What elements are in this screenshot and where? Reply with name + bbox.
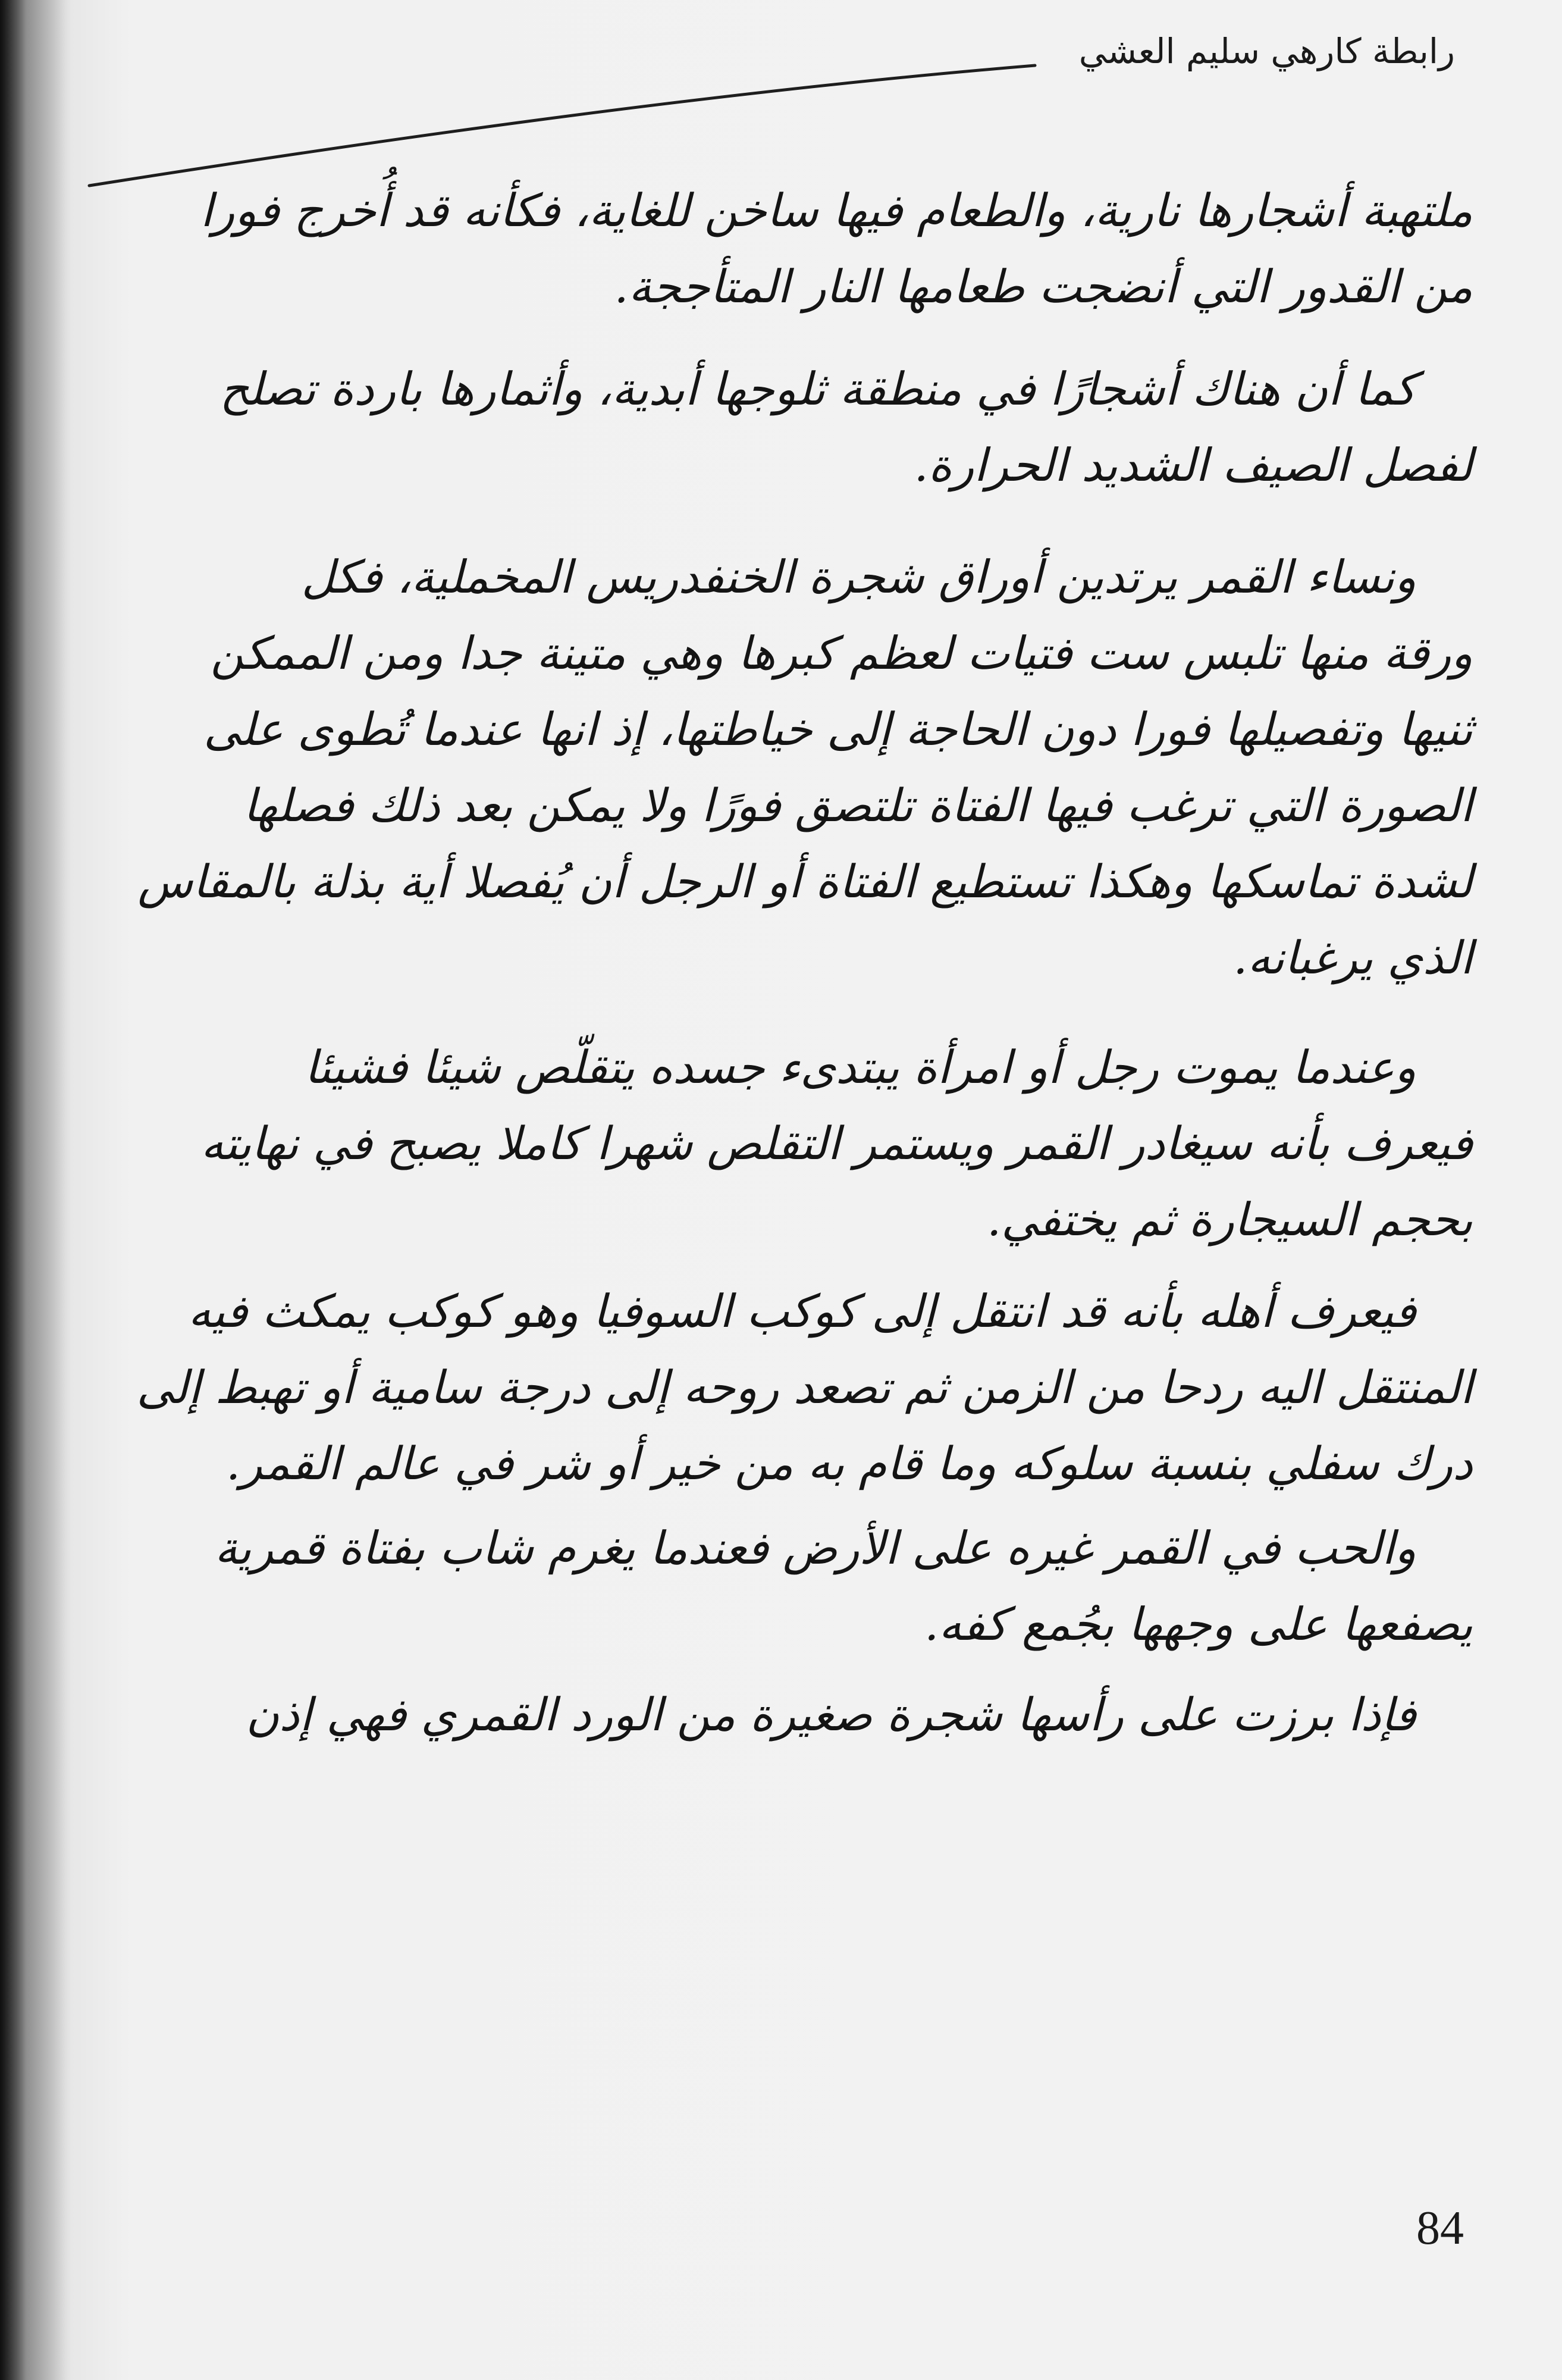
paragraph-2 bbox=[105, 351, 1473, 503]
text-line: من القدور التي أنضجت طعامها النار المتأججة. bbox=[614, 260, 1473, 313]
text-line: لفصل الصيف الشديد الحرارة. bbox=[914, 439, 1473, 491]
paragraph-3 bbox=[105, 539, 1473, 996]
paragraph-4 bbox=[105, 1029, 1473, 1258]
text-line: فإذا برزت على رأسها شجرة صغيرة من الورد القمري فهي إذن bbox=[246, 1688, 1416, 1741]
text-line: كما أن هناك أشجارًا في منطقة ثلوجها أبدية، وأثمارها باردة تصلح bbox=[219, 362, 1416, 415]
paragraph-5 bbox=[105, 1273, 1473, 1502]
text-line: ثنيها وتفصيلها فورا دون الحاجة إلى خياطتها، إذ انها عندما تُطوى على bbox=[203, 703, 1473, 756]
text-line: والحب في القمر غيره على الأرض فعندما يغرم شاب بفتاة قمرية bbox=[214, 1521, 1416, 1574]
text-line: فيعرف بأنه سيغادر القمر ويستمر التقلص شهرا كاملا يصبح في نهايته bbox=[200, 1117, 1473, 1170]
text-line: ملتهبة أشجارها نارية، والطعام فيها ساخن للغاية، فكأنه قد أُخرج فورا bbox=[200, 184, 1473, 237]
text-line: الذي يرغبانه. bbox=[1233, 931, 1473, 984]
text-line: بحجم السيجارة ثم يختفي. bbox=[987, 1193, 1473, 1246]
text-line: وعندما يموت رجل أو امرأة يبتدىء جسده يتقلّص شيئا فشيئا bbox=[304, 1041, 1416, 1094]
text-line: الصورة التي ترغب فيها الفتاة تلتصق فورًا ولا يمكن بعد ذلك فصلها bbox=[243, 779, 1473, 832]
text-line: درك سفلي بنسبة سلوكه وما قام به من خير أو شر في عالم القمر. bbox=[226, 1437, 1473, 1490]
text-line: لشدة تماسكها وهكذا تستطيع الفتاة أو الرجل أن يُفصلا أية بذلة بالمقاس bbox=[137, 855, 1473, 908]
text-line: المنتقل اليه ردحا من الزمن ثم تصعد روحه إلى درجة سامية أو تهبط إلى bbox=[136, 1361, 1473, 1414]
paragraph-7 bbox=[105, 1677, 1473, 1753]
book-gutter-shadow bbox=[0, 0, 71, 2380]
text-line: يصفعها على وجهها بجُمع كفه. bbox=[924, 1598, 1473, 1651]
paragraph-6 bbox=[105, 1510, 1473, 1662]
page-number: 84 bbox=[1416, 2202, 1464, 2254]
text-line: ورقة منها تلبس ست فتيات لعظم كبرها وهي متينة جدا ومن الممكن bbox=[210, 627, 1473, 679]
running-head: رابطة كارهي سليم العشي bbox=[1078, 31, 1455, 71]
text-line: ونساء القمر يرتدين أوراق شجرة الخنفدريس المخملية، فكل bbox=[301, 550, 1416, 603]
paragraph-1 bbox=[105, 173, 1473, 325]
text-line: فيعرف أهله بأنه قد انتقل إلى كوكب السوفيا وهو كوكب يمكث فيه bbox=[188, 1285, 1416, 1338]
body-text bbox=[105, 173, 1473, 1753]
